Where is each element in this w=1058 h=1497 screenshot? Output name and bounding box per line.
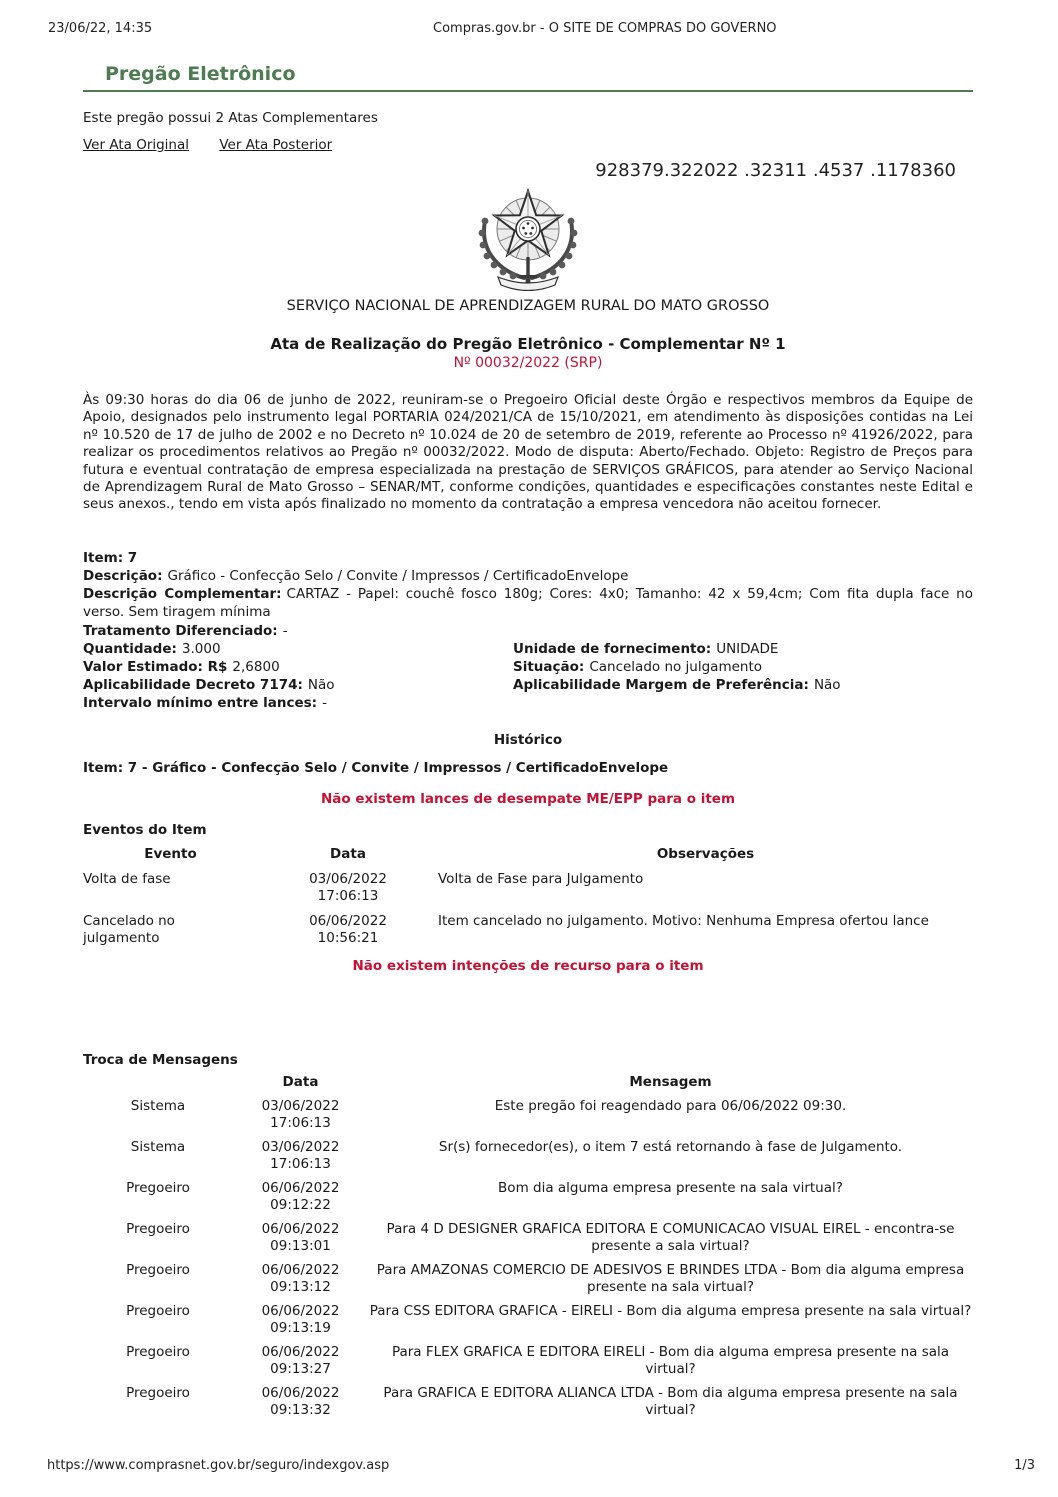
message-date: 06/06/2022	[261, 1261, 340, 1278]
message-row	[83, 1344, 973, 1378]
message-date: 06/06/2022	[261, 1384, 340, 1401]
message-date: 06/06/2022	[261, 1343, 340, 1360]
message-sender: Pregoeiro	[126, 1343, 190, 1360]
message-time: 09:13:01	[270, 1237, 331, 1254]
message-time: 17:06:13	[270, 1114, 331, 1131]
message-sender: Pregoeiro	[126, 1261, 190, 1278]
message-time: 09:13:19	[270, 1319, 331, 1336]
message-datetime	[233, 1262, 368, 1296]
situacao-value: Cancelado no julgamento	[589, 659, 763, 676]
event-time: 17:06:13	[317, 887, 379, 904]
print-header-datetime: 23/06/22, 14:35	[48, 21, 153, 36]
message-text: Para GRAFICA E EDITORA ALIANCA LTDA - Bom dia alguma empresa presente na sala virtual?	[383, 1384, 958, 1418]
message-sender: Pregoeiro	[126, 1179, 190, 1196]
message-row	[83, 1180, 973, 1214]
tratamento-diferenciado-value: -	[282, 622, 288, 639]
print-footer-url: https://www.comprasnet.gov.br/seguro/indexgov.asp	[47, 1458, 390, 1473]
event-date: 03/06/2022	[309, 870, 387, 887]
messages-table	[83, 1074, 973, 1419]
historico-title: Histórico	[493, 731, 563, 748]
message-row	[83, 1139, 973, 1173]
intervalo-minimo-label: Intervalo mínimo entre lances:	[83, 695, 318, 712]
message-text: Este pregão foi reagendado para 06/06/2022 09:30.	[494, 1097, 847, 1114]
aplicabilidade-margem-value: Não	[813, 677, 841, 694]
descricao-label: Descrição:	[83, 568, 163, 585]
message-text: Para FLEX GRAFICA E EDITORA EIRELI - Bom dia alguma empresa presente na sala virtual?	[391, 1343, 950, 1377]
message-date: 06/06/2022	[261, 1179, 340, 1196]
intro-paragraph: Às 09:30 horas do dia 06 de junho de 2022, reuniram-se o Pregoeiro Oficial deste Órgão e respectivos membros da Equipe de Apoio, designados pelo instrumento legal PORTARIA 024/2021/CA de 15/10/2021, em atendimento às disposições contidas na Lei nº 10.520 de 17 de julho de 2002 e no Decreto nº 10.024 de 20 de setembro de 2019, referente ao Processo nº 41926/2022, para realizar os procedimentos relativos ao Pregão nº 00032/2022. Modo de disputa: Aberto/Fechado. Objeto: Registro de Preços para futura e eventual contratação de empresa especializada na prestação de SERVIÇOS GRÁFICOS, para atender ao Serviço Nacional de Aprendizagem Rural de Mato Grosso – SENAR/MT, conforme condições, quantidades e especificações constantes neste Edital e seus anexos., tendo em vista após finalizado no momento da contratação a empresa vencedora não aceitou fornecer.	[83, 392, 973, 513]
no-appeal-note: Não existem intenções de recurso para o item	[352, 957, 704, 974]
message-sender: Sistema	[130, 1097, 186, 1114]
message-row	[83, 1385, 973, 1419]
print-header-site-title: Compras.gov.br - O SITE DE COMPRAS DO GOVERNO	[433, 21, 777, 36]
descricao-complementar-value: CARTAZ - Papel: couchê fosco 180g; Cores: 4x0; Tamanho: 42 x 59,4cm; Com fita dupla face no verso. Sem tiragem mínima	[83, 586, 973, 621]
events-table-row	[83, 913, 973, 947]
brazil-coat-of-arms-icon	[472, 185, 584, 291]
historico-item-line: Item: 7 - Gráfico - Confecção Selo / Convite / Impressos / CertificadoEnvelope	[83, 759, 669, 776]
message-text: Para 4 D DESIGNER GRAFICA EDITORA E COMUNICACAO VISUAL EIREL - encontra-se presente a sala virtual?	[386, 1220, 955, 1254]
message-row	[83, 1262, 973, 1296]
message-datetime	[233, 1344, 368, 1378]
link-ver-ata-original[interactable]: Ver Ata Original	[83, 137, 190, 153]
emblem-container	[83, 185, 973, 291]
message-date: 03/06/2022	[261, 1097, 340, 1114]
message-datetime	[233, 1303, 368, 1337]
page-title: Pregão Eletrônico	[105, 63, 296, 85]
message-sender: Pregoeiro	[126, 1302, 190, 1319]
events-header-evento: Evento	[144, 845, 197, 862]
process-number: 928379.322022 .32311 .4537 .1178360	[595, 160, 956, 181]
events-table	[83, 846, 973, 947]
events-table-header	[83, 846, 973, 863]
events-header-observacoes: Observações	[656, 845, 755, 862]
print-footer-page-indicator: 1/3	[1014, 1458, 1035, 1473]
event-observation: Volta de Fase para Julgamento	[438, 870, 644, 887]
descricao-value: Gráfico - Confecção Selo / Convite / Impressos / CertificadoEnvelope	[167, 568, 629, 585]
ata-links	[83, 137, 973, 153]
message-datetime	[233, 1098, 368, 1132]
quantidade-value: 3.000	[181, 640, 221, 657]
message-datetime	[233, 1385, 368, 1419]
unidade-fornecimento-value: UNIDADE	[716, 640, 779, 657]
events-header-data: Data	[330, 845, 366, 862]
intervalo-minimo-value: -	[322, 695, 327, 712]
message-row	[83, 1221, 973, 1255]
descricao-complementar-label: Descrição Complementar:	[83, 586, 282, 603]
messages-table-header	[83, 1074, 973, 1091]
event-time: 10:56:21	[317, 929, 379, 946]
message-time: 09:13:27	[270, 1360, 331, 1377]
message-time: 09:13:12	[270, 1278, 331, 1295]
message-sender: Pregoeiro	[126, 1384, 190, 1401]
message-text: Bom dia alguma empresa presente na sala virtual?	[498, 1179, 843, 1196]
events-section-title: Eventos do Item	[83, 821, 207, 838]
event-name: Volta de fase	[83, 870, 171, 887]
unidade-fornecimento-label: Unidade de fornecimento:	[513, 640, 712, 657]
message-date: 03/06/2022	[261, 1138, 340, 1155]
message-row	[83, 1303, 973, 1337]
messages-header-mensagem: Mensagem	[629, 1073, 712, 1090]
message-date: 06/06/2022	[261, 1302, 340, 1319]
document-number: Nº 00032/2022 (SRP)	[453, 355, 603, 371]
message-datetime	[233, 1180, 368, 1214]
aplicabilidade-decreto-label: Aplicabilidade Decreto 7174:	[83, 677, 303, 694]
tratamento-diferenciado-label: Tratamento Diferenciado:	[83, 622, 278, 639]
message-text: Para AMAZONAS COMERCIO DE ADESIVOS E BRINDES LTDA - Bom dia alguma empresa presente na sala virtual?	[376, 1261, 965, 1295]
event-name: Cancelado no julgamento	[83, 912, 175, 946]
messages-section-title: Troca de Mensagens	[83, 1051, 238, 1068]
link-ver-ata-posterior[interactable]: Ver Ata Posterior	[219, 137, 333, 153]
message-text: Sr(s) fornecedor(es), o item 7 está retornando à fase de Julgamento.	[438, 1138, 903, 1155]
message-text: Para CSS EDITORA GRAFICA - EIRELI - Bom dia alguma empresa presente na sala virtual?	[369, 1302, 972, 1319]
aplicabilidade-decreto-value: Não	[307, 677, 335, 694]
organization-name: SERVIÇO NACIONAL DE APRENDIZAGEM RURAL DO MATO GROSSO	[286, 298, 770, 314]
message-row	[83, 1098, 973, 1132]
atas-note: Este pregão possui 2 Atas Complementares	[83, 110, 378, 126]
message-time: 09:12:22	[270, 1196, 331, 1213]
messages-header-data: Data	[282, 1073, 319, 1090]
aplicabilidade-margem-label: Aplicabilidade Margem de Preferência:	[513, 677, 809, 694]
message-time: 17:06:13	[270, 1155, 331, 1172]
no-tiebreak-note: Não existem lances de desempate ME/EPP para o item	[320, 790, 736, 807]
page-content	[83, 62, 973, 1419]
item-title: Item: 7	[83, 549, 138, 566]
message-date: 06/06/2022	[261, 1220, 340, 1237]
message-datetime	[233, 1221, 368, 1255]
situacao-label: Situação:	[513, 659, 585, 676]
quantidade-label: Quantidade:	[83, 640, 177, 657]
event-datetime	[258, 913, 438, 947]
message-sender: Pregoeiro	[126, 1220, 190, 1237]
valor-estimado-label: Valor Estimado: R$	[83, 659, 228, 676]
events-table-row	[83, 871, 973, 905]
item-details	[83, 549, 973, 713]
message-sender: Sistema	[130, 1138, 186, 1155]
event-date: 06/06/2022	[309, 912, 387, 929]
message-datetime	[233, 1139, 368, 1173]
valor-estimado-value: 2,6800	[232, 659, 280, 676]
event-observation: Item cancelado no julgamento. Motivo: Nenhuma Empresa ofertou lance	[438, 912, 929, 929]
green-divider	[83, 90, 973, 92]
message-time: 09:13:32	[270, 1401, 331, 1418]
document-title: Ata de Realização do Pregão Eletrônico - Complementar Nº 1	[270, 335, 786, 353]
event-datetime	[258, 871, 438, 905]
